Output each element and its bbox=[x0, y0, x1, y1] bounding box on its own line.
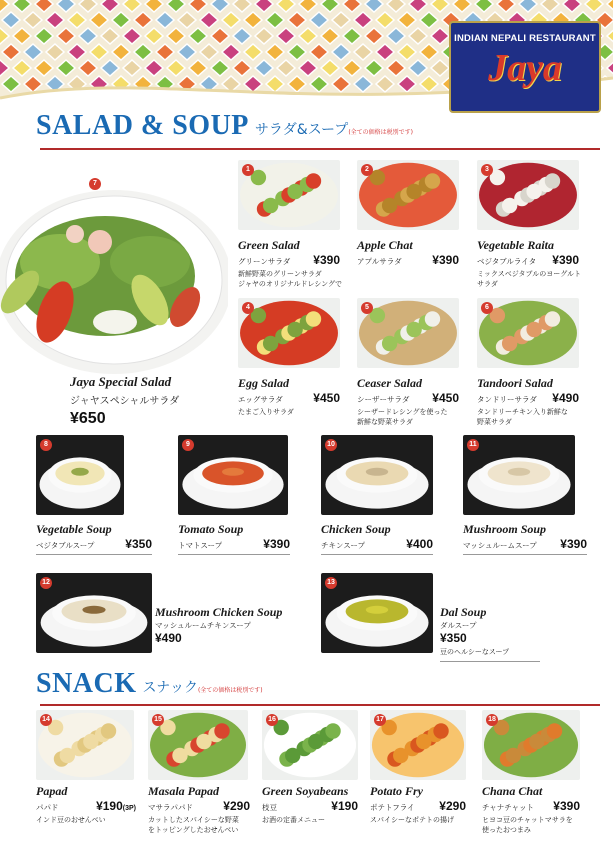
item-photo bbox=[36, 573, 152, 653]
item-description-line: お酒の定番メニュー bbox=[262, 817, 325, 824]
item-price: ¥390 bbox=[263, 537, 290, 551]
item-name: Mushroom Chicken Soup bbox=[155, 605, 283, 619]
item-jp-name: ポテトフライ bbox=[370, 803, 415, 812]
item-description-line: 使ったおつまみ bbox=[482, 827, 531, 834]
item-number-badge: 13 bbox=[325, 577, 337, 589]
item-photo bbox=[321, 435, 433, 515]
item-jp-name: チキンスープ bbox=[321, 541, 365, 550]
featured-photo bbox=[0, 172, 228, 384]
item-description bbox=[148, 816, 250, 836]
menu-item bbox=[148, 784, 250, 836]
item-description bbox=[357, 408, 459, 428]
snack-heading bbox=[36, 668, 263, 700]
item-photo bbox=[178, 435, 288, 515]
item-jp-name: ベジタブルスープ bbox=[36, 541, 95, 550]
salad-soup-note: (全ての価格は税別です) bbox=[348, 129, 413, 136]
item-jp-name: トマトスープ bbox=[178, 541, 223, 550]
item-name: Vegetable Soup bbox=[36, 522, 112, 536]
item-name: Tomato Soup bbox=[178, 522, 244, 536]
menu-item bbox=[36, 522, 152, 555]
item-description-line: シーザードレシングを使った bbox=[357, 409, 448, 416]
item-divider bbox=[178, 554, 290, 555]
item-price: ¥390 bbox=[432, 253, 459, 267]
item-description-line: スパイシーなポテトの揚げ bbox=[370, 817, 454, 824]
item-jp-name: 枝豆 bbox=[262, 803, 277, 812]
snack-title-jp: スナック bbox=[142, 680, 198, 696]
snack-rule bbox=[40, 704, 600, 706]
menu-item bbox=[262, 784, 358, 826]
item-price: ¥290 bbox=[223, 799, 250, 813]
item-name: Egg Salad bbox=[238, 376, 290, 390]
item-description bbox=[482, 816, 580, 836]
item-description-line: 新鮮な野菜サラダ bbox=[357, 419, 413, 426]
menu-item bbox=[357, 376, 459, 428]
item-description-line: ヒヨコ豆のチャットマサラを bbox=[482, 817, 573, 824]
item-name: Dal Soup bbox=[440, 605, 487, 619]
item-number-badge: 10 bbox=[325, 439, 337, 451]
item-name: Potato Fry bbox=[370, 784, 423, 798]
item-number-badge: 15 bbox=[152, 714, 164, 726]
item-price: ¥490 bbox=[552, 391, 579, 405]
menu-item bbox=[370, 784, 466, 826]
item-description-line: カットしたスパイシーな野菜 bbox=[148, 817, 239, 824]
item-number-badge: 14 bbox=[40, 714, 52, 726]
item-jp-name: チャナチャット bbox=[482, 803, 535, 812]
item-price: ¥400 bbox=[406, 537, 433, 551]
item-description-line: インド豆のおせんべい bbox=[36, 817, 106, 824]
item-jp-name: ダルスープ bbox=[440, 621, 477, 630]
menu-item bbox=[357, 238, 459, 267]
salad-soup-rule bbox=[40, 148, 600, 150]
snack-note: (全ての価格は税別です) bbox=[197, 687, 263, 694]
item-jp-name: ベジタブルライタ bbox=[477, 257, 537, 266]
item-jp-name: シーザーサラダ bbox=[357, 395, 410, 404]
item-price-suffix: (3P) bbox=[122, 805, 136, 812]
item-description-line: 豆のヘルシーなスープ bbox=[440, 649, 510, 656]
item-number-badge: 12 bbox=[40, 577, 52, 589]
menu-item bbox=[440, 605, 540, 662]
item-description-line: 野菜サラダ bbox=[477, 419, 512, 426]
item-name: Green Soyabeans bbox=[262, 784, 349, 798]
salad-soup-title: SALAD & SOUP bbox=[36, 110, 249, 141]
item-jp-name: マッシュルームチキンスープ bbox=[155, 621, 251, 630]
item-jp-name: タンドリーサラダ bbox=[477, 395, 537, 404]
item-name: Papad bbox=[36, 784, 68, 798]
item-number-badge: 11 bbox=[467, 439, 479, 451]
item-price: ¥450 bbox=[432, 391, 459, 405]
item-name: Tandoori Salad bbox=[477, 376, 553, 390]
item-jp-name: アプルサラダ bbox=[357, 257, 402, 266]
item-name: Masala Papad bbox=[148, 784, 220, 798]
menu-item bbox=[238, 376, 340, 418]
item-jp-name: マサラパパド bbox=[148, 803, 193, 812]
item-number-badge: 4 bbox=[242, 302, 254, 314]
item-number-badge: 9 bbox=[182, 439, 194, 451]
featured-jp: ジャヤスペシャルサラダ bbox=[70, 396, 180, 407]
item-divider bbox=[440, 661, 540, 662]
item-number-badge: 8 bbox=[40, 439, 52, 451]
item-price: ¥450 bbox=[313, 391, 340, 405]
item-description-line: ミックスベジタブルのヨーグルト bbox=[477, 271, 582, 278]
featured-item bbox=[70, 374, 220, 428]
item-number-badge: 16 bbox=[266, 714, 278, 726]
item-photo bbox=[463, 435, 575, 515]
item-number-badge: 5 bbox=[361, 302, 373, 314]
item-description bbox=[238, 270, 343, 290]
item-number-badge: 17 bbox=[374, 714, 386, 726]
item-number-badge: 3 bbox=[481, 164, 493, 176]
salad-soup-heading bbox=[36, 110, 413, 142]
item-price: ¥390 bbox=[313, 253, 340, 267]
menu-item bbox=[178, 522, 290, 555]
item-description-line: たまご入りサラダ bbox=[238, 409, 294, 416]
item-name: Apple Chat bbox=[357, 238, 413, 252]
menu-item bbox=[477, 238, 582, 290]
item-photo bbox=[321, 573, 433, 653]
item-price: ¥190 bbox=[331, 799, 358, 813]
item-description bbox=[36, 816, 136, 826]
salad-soup-title-jp: サラダ&スープ bbox=[254, 122, 349, 138]
item-description-line: をトッピングしたおせんべい bbox=[148, 827, 239, 834]
item-name: Vegetable Raita bbox=[477, 238, 554, 252]
item-number-badge: 18 bbox=[486, 714, 498, 726]
featured-number-badge: 7 bbox=[89, 178, 101, 190]
item-description bbox=[262, 816, 358, 826]
item-number-badge: 6 bbox=[481, 302, 493, 314]
logo-name: Jaya bbox=[488, 47, 562, 89]
item-name: Ceaser Salad bbox=[357, 376, 423, 390]
item-price: ¥390 bbox=[553, 799, 580, 813]
item-name: Mushroom Soup bbox=[463, 522, 547, 536]
item-price: ¥390 bbox=[560, 537, 587, 551]
item-name: Green Salad bbox=[238, 238, 300, 252]
item-description bbox=[477, 270, 582, 290]
restaurant-logo bbox=[449, 21, 601, 113]
item-description bbox=[440, 648, 540, 658]
menu-item bbox=[238, 238, 343, 290]
item-jp-name: パパド bbox=[36, 803, 59, 812]
item-jp-name: エッグサラダ bbox=[238, 395, 283, 404]
menu-item bbox=[463, 522, 587, 555]
item-price: ¥490 bbox=[155, 631, 182, 645]
item-name: Chicken Soup bbox=[321, 522, 391, 536]
featured-price: ¥650 bbox=[70, 410, 106, 427]
featured-name: Jaya Special Salad bbox=[70, 374, 172, 389]
snack-title: SNACK bbox=[36, 668, 137, 699]
item-price: ¥290 bbox=[439, 799, 466, 813]
menu-item bbox=[477, 376, 579, 428]
menu-item bbox=[321, 522, 433, 555]
item-price: ¥390 bbox=[552, 253, 579, 267]
item-number-badge: 2 bbox=[361, 164, 373, 176]
item-divider bbox=[36, 554, 152, 555]
item-divider bbox=[463, 554, 587, 555]
item-jp-name: グリーンサラダ bbox=[238, 257, 291, 266]
item-price: ¥350 bbox=[440, 631, 467, 645]
item-description-line: ジャヤのオリジナルドレシングで bbox=[238, 281, 343, 288]
item-description bbox=[238, 408, 340, 418]
item-divider bbox=[321, 554, 433, 555]
item-description-line: サラダ bbox=[477, 281, 498, 288]
item-price: ¥190(3P) bbox=[96, 799, 136, 813]
item-description-line: タンドリーチキン入り新鮮な bbox=[477, 409, 568, 416]
menu-item bbox=[155, 605, 285, 645]
item-description-line: 新鮮野菜のグリーンサラダ bbox=[238, 271, 322, 278]
item-jp-name: マッシュルームスープ bbox=[463, 541, 537, 550]
item-description bbox=[477, 408, 579, 428]
item-price: ¥350 bbox=[125, 537, 152, 551]
item-description bbox=[370, 816, 466, 826]
logo-subtitle: INDIAN NEPALI RESTAURANT bbox=[454, 33, 596, 44]
item-number-badge: 1 bbox=[242, 164, 254, 176]
menu-item bbox=[482, 784, 580, 836]
item-name: Chana Chat bbox=[482, 784, 543, 798]
menu-item bbox=[36, 784, 136, 826]
